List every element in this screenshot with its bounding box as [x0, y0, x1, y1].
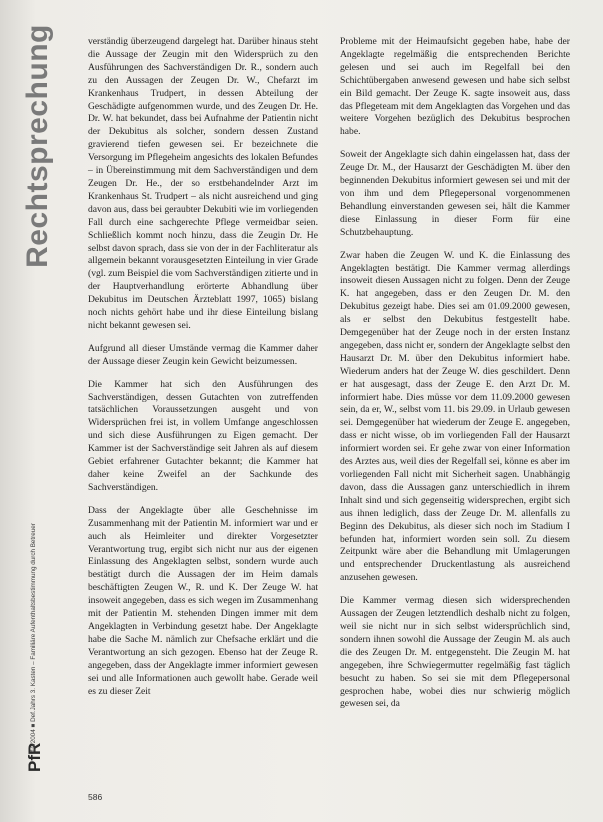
left-column: [88, 36, 318, 708]
page-number: 586: [88, 792, 103, 802]
section-title: [18, 24, 58, 268]
paragraph: Dass der Angeklagte über alle Geschehnisse im Zusammenhang mit der Patientin M. informiert war und er auch als Heimleiter und direkter Vorgesetzter Verantwortung trug, ergibt sich nicht nur aus der eigenen Einlassung des Angeklagten selbst, sondern wurde auch bestätigt durch die Aussagen der im Heim damals beschäftigten Zeugen W., R. und K. Der Zeuge W. hat insoweit angegeben, dass es sich wegen im Zusammenhang mit der Patientin M. stehenden Dingen immer mit dem Angeklagten in Verbindung gesetzt habe. Der Angeklagte habe die Sache M. nämlich zur Chefsache erklärt und die Verantwortung an sich gezogen. Ebenso hat der Zeuge R. angegeben, dass der Angeklagte immer informiert gewesen sei und alle Informationen auch gewollt habe. Gerade weil es zu dieser Zeit: [88, 504, 318, 697]
paragraph: Aufgrund all dieser Umstände vermag die Kammer daher der Aussage dieser Zeugin kein Gewicht beizumessen.: [88, 342, 318, 367]
right-column: [340, 36, 570, 721]
paragraph: Die Kammer vermag diesen sich widersprechenden Aussagen der Zeugen letztendlich deshalb nicht zu folgen, weil sie nicht nur in sich selbst widersprüchlich sind, sondern ihnen sowohl die Aussage der Zeugin M. als auch die des Zeugen Dr. M. entgegensteht. Die Zeugin M. hat angegeben, ihre Schwiegermutter regelmäßig fast täglich besucht zu haben. So sei sie mit dem Pflegepersonal gesprochen habe, wobei dies nur schwierig möglich gewesen sei, da: [340, 595, 570, 710]
section-title-text: Rechtsprechung: [21, 24, 54, 268]
paragraph: Soweit der Angeklagte sich dahin eingelassen hat, dass der Zeuge Dr. M., der Hausarzt der Geschädigten M. über den beginnenden Dekubitus informiert gewesen sei und mit der von ihm und dem Pflegepersonal vorgenommenen Behandlung einverstanden gewesen sei, hält die Kammer diese Einlassung in dieser Form für eine Schutzbehauptung.: [340, 149, 570, 238]
paragraph: verständig überzeugend dargelegt hat. Darüber hinaus steht die Aussage der Zeugin mit den Widersprüch zu den Ausführungen des Sachverständigen Dr. R., sondern auch zu den Aussagen der Zeugen Dr. W., Chefarzt im Krankenhaus Trudpert, in dessen Abteilung der Geschädigte aufgenommen wurde, und des Zeugen Dr. He. Dr. W. hat bekundet, dass bei Aufnahme der Patientin nicht der Dekubitus als solcher, sondern dessen Zustand gravierend tiefen gewesen sei. Er bezeichnete die Versorgung im Pflegeheim angesichts des lokalen Befundes – in Übereinstimmung mit dem Sachverständigen und dem Zeugen Dr. He., der so erstbehandelnder Arzt im Krankenhaus St. Trudpert – als nicht ausreichend und ging davon aus, dass bei geraubter Dekubiti wie im vorliegenden Fall durch eine sachgerechte Pflege vermeidbar seien. Schließlich kommt noch hinzu, dass die Zeugin Dr. He selbst davon sprach, dass sie von der in der Fachliteratur als allgemein bekannt vorausgesetzten Einteilung in vier Grade (vgl. zum Beispiel die vom Sachverständigen zitierte und in der Hauptverhandlung erörterte Abhandlung über Dekubitus im Deutschen Ärzteblatt 1997, 1065) bislang noch nichts gehört habe und ihr diese Einteilung bislang nicht bekannt gewesen sei.: [88, 36, 318, 331]
paragraph: Die Kammer hat sich den Ausführungen des Sachverständigen, dessen Gutachten von zutreffenden tatsächlichen Voraussetzungen ausgeht und von Widersprüchen frei ist, in vollem Umfange angeschlossen und sich diese Ausführungen zu Eigen gemacht. Der Kammer ist der Sachverständige seit Jahren als auf diesem Gebiet erfahrener Gutachter bekannt; die Kammer hat daher keine Zweifel an der Sachkunde des Sachverständigen.: [88, 378, 318, 493]
paragraph: Zwar haben die Zeugen W. und K. die Einlassung des Angeklagten bestätigt. Die Kammer vermag allerdings insoweit diesen Aussagen nicht zu folgen. Denn der Zeuge K. hat angegeben, dass er den Zeugen Dr. M. den Dekubitus gezeigt habe. Dies sei am 01.09.2000 gewesen, als er selbst den Dekubitus festgestellt habe. Demgegenüber hat der Zeuge noch in der ersten Instanz angegeben, dass nicht er, sondern der Angeklagte selbst den Hausarzt Dr. M. über den Dekubitus informiert habe. Wiederum anders hat der Zeuge W. dies geschildert. Denn er hat ausgesagt, dass der Zeuge E. den Arzt Dr. M. informiert habe. Dies müsse vor dem 11.09.2000 gewesen sein, da er, W., selbst vom 11. bis 29.09. in Urlaub gewesen sei. Demgegenüber hat wiederum der Zeuge E. angegeben, dass er nicht wisse, ob im vorliegenden Fall der Hausarzt informiert worden sei. Er gehe zwar von einer Information des Arztes aus, weil dies der Regelfall sei, könne es aber im vorliegenden Fall nicht mit Sicherheit sagen. Unabhängig davon, dass die Aussagen ganz unterschiedlich in ihrem Inhalt sind und sich gegenseitig widersprechen, ergibt sich aus ihnen lediglich, dass der Zeuge Dr. M. allenfalls zu Beginn des Dekubitus, als dieser sich noch im Stadium I befunden hat, informiert worden sein soll. Zu diesem Zeitpunkt wäre aber die Behandlung mit Umlagerungen und entsprechender Druckentlastung als ausreichend anzusehen gewesen.: [340, 249, 570, 584]
journal-citation-line: 10/2004 ■ Def.Jahrs 3. Kasten – Familiäre Aufenthaltsbestimmung durch Betreuer: [30, 523, 37, 752]
journal-logo: PfR: [25, 742, 44, 772]
paragraph: Probleme mit der Heimaufsicht gegeben habe, habe der Angeklagte regelmäßig die entsprechenden Berichte gelesen und sei auch im Regelfall bei den Schichtübergaben anwesend gewesen und habe sich selbst ein Bild gemacht. Der Zeuge K. sagte insoweit aus, dass das Pflegeteam mit dem Angeklagten das Vorgehen und das weitere Vorgehen bezüglich des Dekubitus besprochen habe.: [340, 36, 570, 138]
